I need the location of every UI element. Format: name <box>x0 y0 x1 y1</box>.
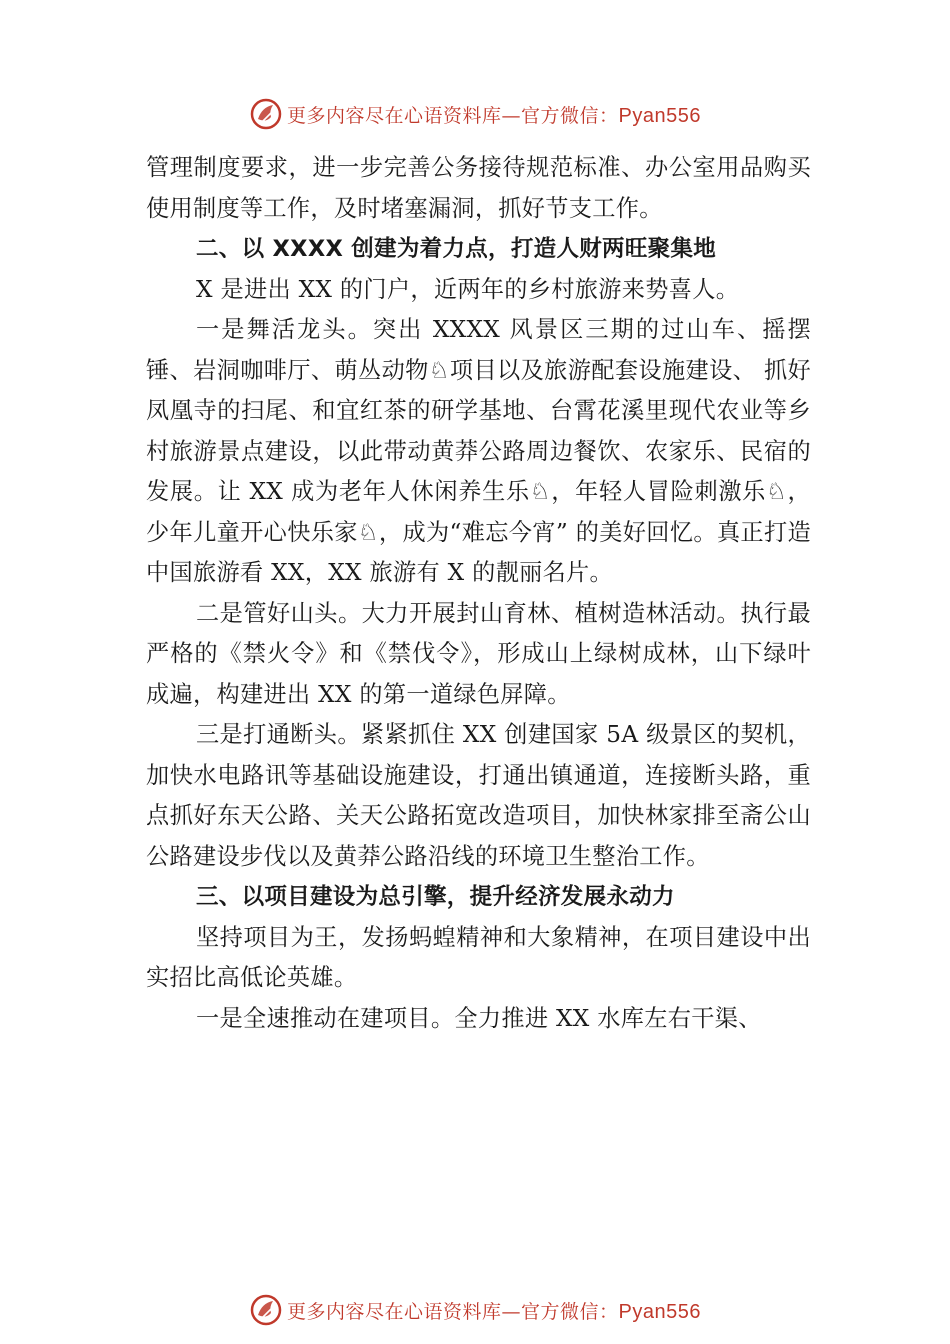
header-dash: — <box>501 104 522 127</box>
brand-logo-icon <box>249 1293 283 1327</box>
paragraph-2: X 是进出 XX 的门户，近两年的乡村旅游来势喜人。 <box>196 275 740 303</box>
footer-wechat-id: Pyan556 <box>618 1300 701 1323</box>
footer-wechat-label: 官方微信： <box>521 1300 619 1323</box>
paragraph-7: 一是全速推动在建项目。全力推进 XX 水库左右干渠、 <box>196 1004 762 1032</box>
paragraph-6: 坚持项目为王，发扬蚂蝗精神和大象精神，在项目建设中出实招比高低论英雄。 <box>146 923 811 991</box>
footer-text <box>287 1297 701 1324</box>
header-wechat-label: 官方微信： <box>521 104 619 127</box>
document-body <box>146 148 811 1039</box>
header-text <box>287 101 701 128</box>
header-brand: 更多内容尽在心语资料库 <box>287 104 502 127</box>
footer-dash: — <box>501 1300 522 1323</box>
header-wechat-id: Pyan556 <box>618 104 701 127</box>
footer-banner <box>0 1290 950 1330</box>
section-heading-2: 二、以 XXXX 创建为着力点，打造人财两旺聚集地 <box>196 236 717 262</box>
section-heading-3: 三、以项目建设为总引擎，提升经济发展永动力 <box>196 884 675 910</box>
paragraph-3: 一是舞活龙头。突出 XXXX 风景区三期的过山车、摇摆锤、岩洞咖啡厅、萌丛动物♘项目以及旅游配套设施建设、 抓好凤凰寺的扫尾、和宜红茶的研学基地、台霄花溪里现代农业等乡村旅游景点建设，以此带动黄莽公路周边餐饮、农家乐、民宿的发展。让 XX 成为老年人休闲养生乐♘，年轻人冒险刺激乐♘，少年儿童开心快乐家♘，成为“难忘今宵” 的美好回忆。真正打造中国旅游看 XX，XX 旅游有 X 的靓丽名片。 <box>146 316 811 586</box>
brand-logo-icon <box>249 97 283 131</box>
header-banner <box>0 94 950 134</box>
footer-brand: 更多内容尽在心语资料库 <box>287 1300 502 1323</box>
paragraph-1: 管理制度要求，进一步完善公务接待规范标准、办公室用品购买使用制度等工作，及时堵塞漏洞，抓好节支工作。 <box>146 154 811 222</box>
paragraph-4: 二是管好山头。大力开展封山育林、植树造林活动。执行最严格的《禁火令》和《禁伐令》，形成山上绿树成林，山下绿叶成遍，构建进出 XX 的第一道绿色屏障。 <box>146 599 811 708</box>
paragraph-5: 三是打通断头。紧紧抓住 XX 创建国家 5A 级景区的契机，加快水电路讯等基础设施建设，打通出镇通道，连接断头路，重点抓好东天公路、关天公路拓宽改造项目，加快林家排至斋公山公路建设步伐以及黄莽公路沿线的环境卫生整治工作。 <box>146 721 811 870</box>
